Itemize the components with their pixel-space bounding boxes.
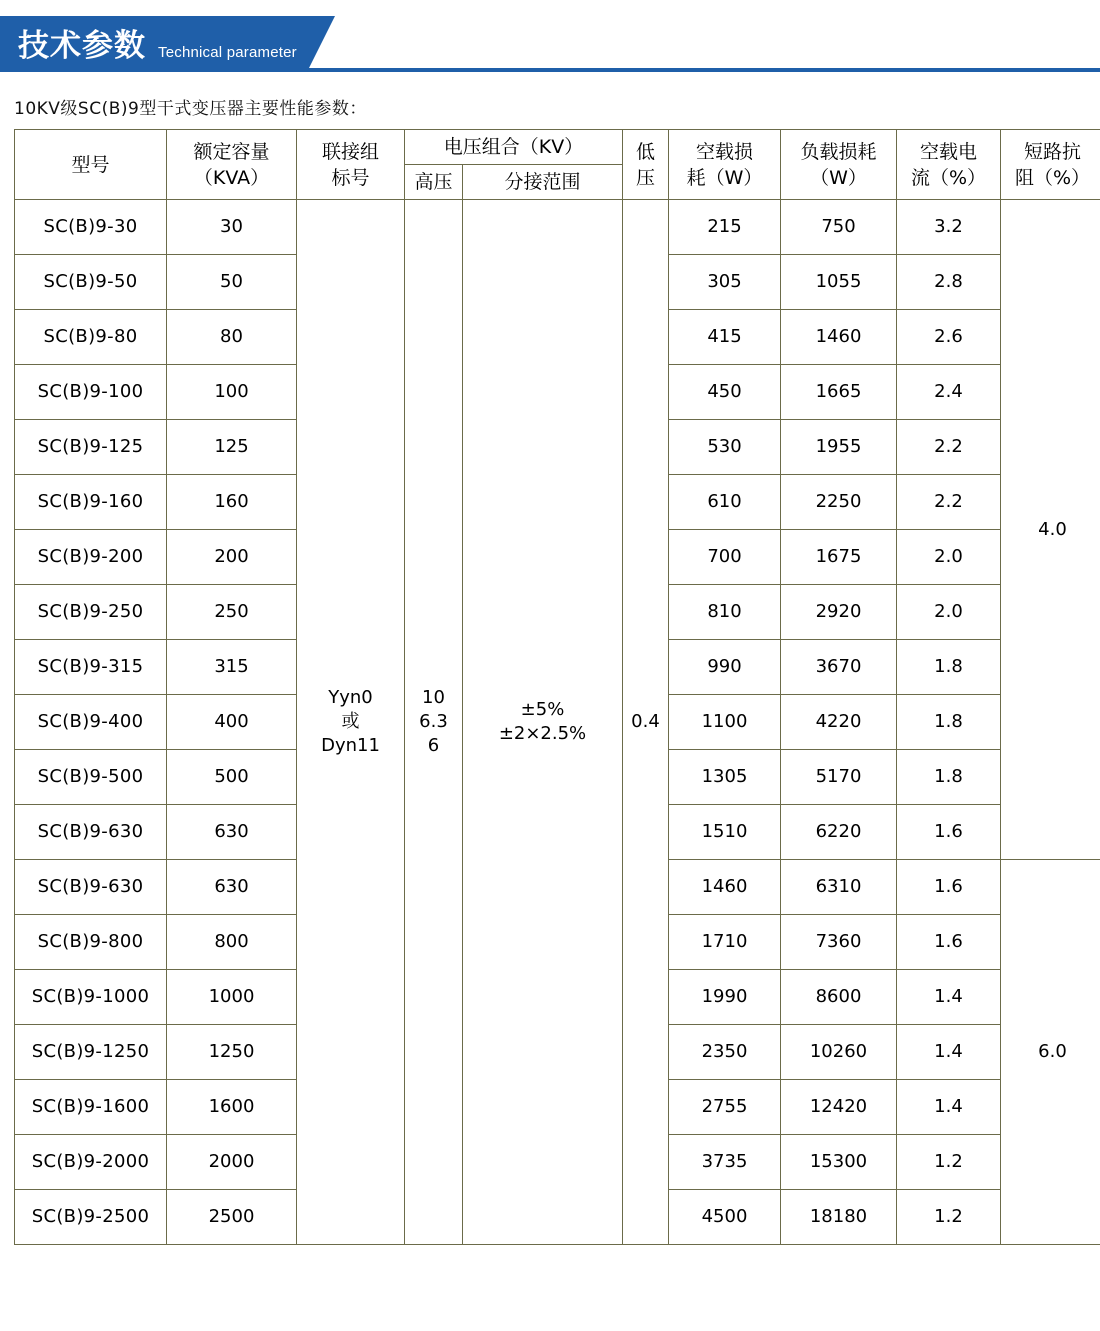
cell-no-load-current: 2.2 [897,420,1001,475]
cell-capacity: 50 [167,255,297,310]
header-rated-capacity [167,130,297,200]
header-impedance-line2: 阻（%） [1014,166,1091,189]
header-tap-range: 分接范围 [463,165,623,200]
cell-no-load-loss: 1460 [669,860,781,915]
cell-model: SC(B)9-400 [15,695,167,750]
spec-table [14,129,1100,1245]
cell-no-load-loss: 415 [669,310,781,365]
cell-model: SC(B)9-100 [15,365,167,420]
cell-capacity: 630 [167,805,297,860]
cell-no-load-loss: 1990 [669,970,781,1025]
cell-tap-range [463,200,623,1245]
cell-load-loss: 3670 [781,640,897,695]
cell-model: SC(B)9-50 [15,255,167,310]
header-load-loss [781,130,897,200]
header-load-loss-line1: 负载损耗 [800,140,877,163]
cell-model: SC(B)9-630 [15,860,167,915]
cell-no-load-loss: 700 [669,530,781,585]
cell-model: SC(B)9-500 [15,750,167,805]
cell-no-load-loss: 3735 [669,1135,781,1190]
cell-model: SC(B)9-1000 [15,970,167,1025]
header-rated-capacity-line1: 额定容量 [193,140,270,163]
header-low-voltage-char1: 低 [635,140,655,163]
connection-line-2: 或 [341,711,360,732]
cell-low-voltage: 0.4 [623,200,669,1245]
cell-no-load-loss: 1710 [669,915,781,970]
cell-no-load-current: 2.0 [897,530,1001,585]
cell-high-voltage [405,200,463,1245]
cell-no-load-loss: 990 [669,640,781,695]
header-impedance-line1: 短路抗 [1023,140,1081,163]
cell-load-loss: 6220 [781,805,897,860]
cell-no-load-current: 1.8 [897,750,1001,805]
cell-no-load-current: 2.2 [897,475,1001,530]
cell-no-load-current: 1.2 [897,1190,1001,1245]
cell-capacity: 800 [167,915,297,970]
header-no-load-loss-line2: 耗（W） [686,166,763,189]
header-title-tab [0,16,307,72]
cell-load-loss: 2920 [781,585,897,640]
cell-capacity: 400 [167,695,297,750]
connection-line-1: Yyn0 [328,687,373,708]
cell-capacity: 1000 [167,970,297,1025]
cell-capacity: 1250 [167,1025,297,1080]
cell-no-load-loss: 610 [669,475,781,530]
cell-load-loss: 10260 [781,1025,897,1080]
cell-load-loss: 2250 [781,475,897,530]
header-connection-group [297,130,405,200]
table-caption: 10KV级SC(B)9型干式变压器主要性能参数： [14,99,367,119]
cell-model: SC(B)9-80 [15,310,167,365]
header-no-load-loss [669,130,781,200]
tap-range-line-1: ±5% [520,699,565,720]
cell-no-load-loss: 1305 [669,750,781,805]
cell-capacity: 30 [167,200,297,255]
cell-no-load-loss: 2755 [669,1080,781,1135]
cell-no-load-loss: 1510 [669,805,781,860]
cell-load-loss: 18180 [781,1190,897,1245]
cell-capacity: 630 [167,860,297,915]
header-voltage-combination: 电压组合（KV） [405,130,623,165]
cell-no-load-current: 2.4 [897,365,1001,420]
cell-capacity: 200 [167,530,297,585]
cell-impedance-group-2: 6.0 [1001,860,1100,1245]
cell-no-load-current: 1.4 [897,1080,1001,1135]
cell-no-load-current: 1.4 [897,1025,1001,1080]
cell-no-load-current: 2.0 [897,585,1001,640]
tap-range-line-2: ±2×2.5% [498,723,587,744]
cell-capacity: 160 [167,475,297,530]
page-header [0,0,1100,82]
header-impedance [1001,130,1100,200]
cell-load-loss: 7360 [781,915,897,970]
cell-model: SC(B)9-250 [15,585,167,640]
cell-load-loss: 1665 [781,365,897,420]
cell-no-load-current: 1.2 [897,1135,1001,1190]
cell-model: SC(B)9-315 [15,640,167,695]
cell-load-loss: 1460 [781,310,897,365]
cell-no-load-loss: 4500 [669,1190,781,1245]
cell-capacity: 250 [167,585,297,640]
cell-no-load-loss: 810 [669,585,781,640]
header-no-load-loss-line1: 空载损 [695,140,753,163]
cell-load-loss: 1675 [781,530,897,585]
cell-no-load-current: 1.8 [897,640,1001,695]
cell-no-load-loss: 1100 [669,695,781,750]
cell-model: SC(B)9-2000 [15,1135,167,1190]
cell-capacity: 125 [167,420,297,475]
cell-model: SC(B)9-125 [15,420,167,475]
cell-load-loss: 15300 [781,1135,897,1190]
cell-model: SC(B)9-30 [15,200,167,255]
cell-capacity: 80 [167,310,297,365]
cell-load-loss: 1955 [781,420,897,475]
header-rated-capacity-line2: （KVA） [193,166,270,189]
cell-no-load-loss: 530 [669,420,781,475]
cell-no-load-current: 1.6 [897,860,1001,915]
cell-model: SC(B)9-160 [15,475,167,530]
spec-table-container [14,129,1091,1245]
header-high-voltage: 高压 [405,165,463,200]
cell-load-loss: 8600 [781,970,897,1025]
table-row [15,200,1100,255]
header-connection-line2: 标号 [331,166,370,189]
cell-capacity: 500 [167,750,297,805]
high-voltage-line-1: 10 [422,687,445,708]
cell-capacity: 315 [167,640,297,695]
cell-no-load-current: 1.6 [897,805,1001,860]
cell-no-load-current: 2.8 [897,255,1001,310]
table-header-row-1 [15,130,1100,165]
cell-model: SC(B)9-200 [15,530,167,585]
page-subtitle: Technical parameter [158,44,297,61]
cell-no-load-current: 1.6 [897,915,1001,970]
header-no-load-current-line2: 流（%） [910,166,987,189]
high-voltage-line-3: 6 [427,735,440,756]
cell-impedance-group-1: 4.0 [1001,200,1100,860]
cell-no-load-loss: 2350 [669,1025,781,1080]
header-model: 型号 [15,130,167,200]
cell-load-loss: 4220 [781,695,897,750]
cell-no-load-current: 2.6 [897,310,1001,365]
header-no-load-current-line1: 空载电 [919,140,977,163]
cell-load-loss: 12420 [781,1080,897,1135]
cell-model: SC(B)9-1600 [15,1080,167,1135]
page-title: 技术参数 [18,28,146,64]
cell-capacity: 100 [167,365,297,420]
cell-model: SC(B)9-800 [15,915,167,970]
cell-model: SC(B)9-1250 [15,1025,167,1080]
cell-load-loss: 6310 [781,860,897,915]
cell-capacity: 2500 [167,1190,297,1245]
cell-no-load-loss: 305 [669,255,781,310]
cell-connection-group [297,200,405,1245]
header-low-voltage-char2: 压 [635,166,655,189]
cell-no-load-current: 1.8 [897,695,1001,750]
cell-model: SC(B)9-2500 [15,1190,167,1245]
cell-load-loss: 5170 [781,750,897,805]
cell-capacity: 1600 [167,1080,297,1135]
cell-load-loss: 750 [781,200,897,255]
header-load-loss-line2: （W） [810,166,867,189]
cell-no-load-current: 1.4 [897,970,1001,1025]
header-connection-line1: 联接组 [321,140,379,163]
high-voltage-line-2: 6.3 [419,711,448,732]
cell-load-loss: 1055 [781,255,897,310]
connection-line-3: Dyn11 [321,735,380,756]
header-low-voltage [623,130,669,200]
cell-capacity: 2000 [167,1135,297,1190]
cell-model: SC(B)9-630 [15,805,167,860]
cell-no-load-loss: 450 [669,365,781,420]
cell-no-load-current: 3.2 [897,200,1001,255]
cell-no-load-loss: 215 [669,200,781,255]
header-no-load-current [897,130,1001,200]
